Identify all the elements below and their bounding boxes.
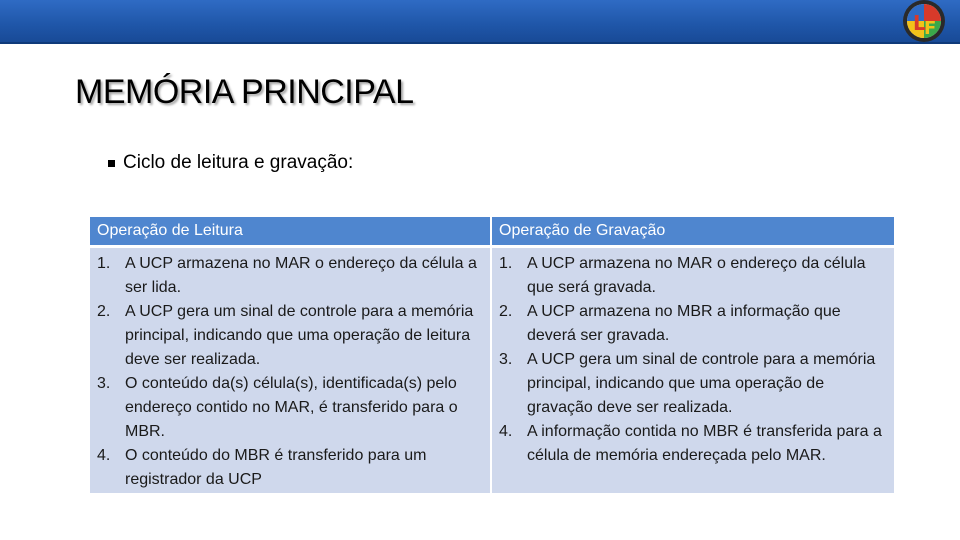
- item-number: 3.: [499, 351, 513, 368]
- list-item: [97, 372, 485, 444]
- lg-logo-icon: [893, 0, 955, 46]
- item-number: 4.: [97, 447, 111, 464]
- item-number: 4.: [499, 423, 513, 440]
- list-item: [499, 252, 891, 300]
- header-bar: [0, 0, 960, 42]
- item-text: A UCP armazena no MAR o endereço da célula a ser lida.: [125, 255, 477, 296]
- item-text: A UCP gera um sinal de controle para a memória principal, indicando que uma operação de leitura deve ser realizada.: [125, 303, 474, 368]
- column-divider: [490, 217, 492, 493]
- item-text: O conteúdo da(s) célula(s), identificada(s) pelo endereço contido no MAR, é transferido para o MBR.: [125, 375, 458, 440]
- svg-text:L: L: [913, 11, 926, 35]
- operations-table: [90, 217, 894, 493]
- list-item: [499, 300, 891, 348]
- gravacao-steps-list: [499, 252, 891, 468]
- item-text: A UCP armazena no MAR o endereço da célula que será gravada.: [527, 255, 866, 296]
- gravacao-cell: [499, 252, 891, 468]
- item-text: A UCP gera um sinal de controle para a memória principal, indicando que uma operação de gravação deve ser realizada.: [527, 351, 876, 416]
- page-title: MEMÓRIA PRINCIPAL: [75, 73, 414, 111]
- item-number: 2.: [97, 303, 111, 320]
- item-number: 1.: [499, 255, 513, 272]
- leitura-steps-list: [97, 252, 485, 492]
- bullet-text: Ciclo de leitura e gravação:: [123, 152, 354, 173]
- item-text: A informação contida no MBR é transferida para a célula de memória endereçada pelo MAR.: [527, 423, 882, 464]
- square-bullet-icon: [108, 160, 115, 167]
- list-item: [499, 348, 891, 420]
- list-item: [97, 300, 485, 372]
- item-number: 3.: [97, 375, 111, 392]
- item-text: O conteúdo do MBR é transferido para um registrador da UCP: [125, 447, 427, 488]
- item-number: 1.: [97, 255, 111, 272]
- bullet-item: [108, 152, 353, 174]
- leitura-cell: [97, 252, 485, 492]
- header-leitura: Operação de Leitura: [90, 217, 490, 245]
- item-number: 2.: [499, 303, 513, 320]
- list-item: [97, 252, 485, 300]
- svg-text:F: F: [924, 18, 937, 39]
- header-bar-underline: [0, 42, 960, 44]
- header-row-divider: [90, 245, 894, 248]
- header-gravacao: Operação de Gravação: [492, 217, 894, 245]
- list-item: [499, 420, 891, 468]
- list-item: [97, 444, 485, 492]
- item-text: A UCP armazena no MBR a informação que deverá ser gravada.: [527, 303, 841, 344]
